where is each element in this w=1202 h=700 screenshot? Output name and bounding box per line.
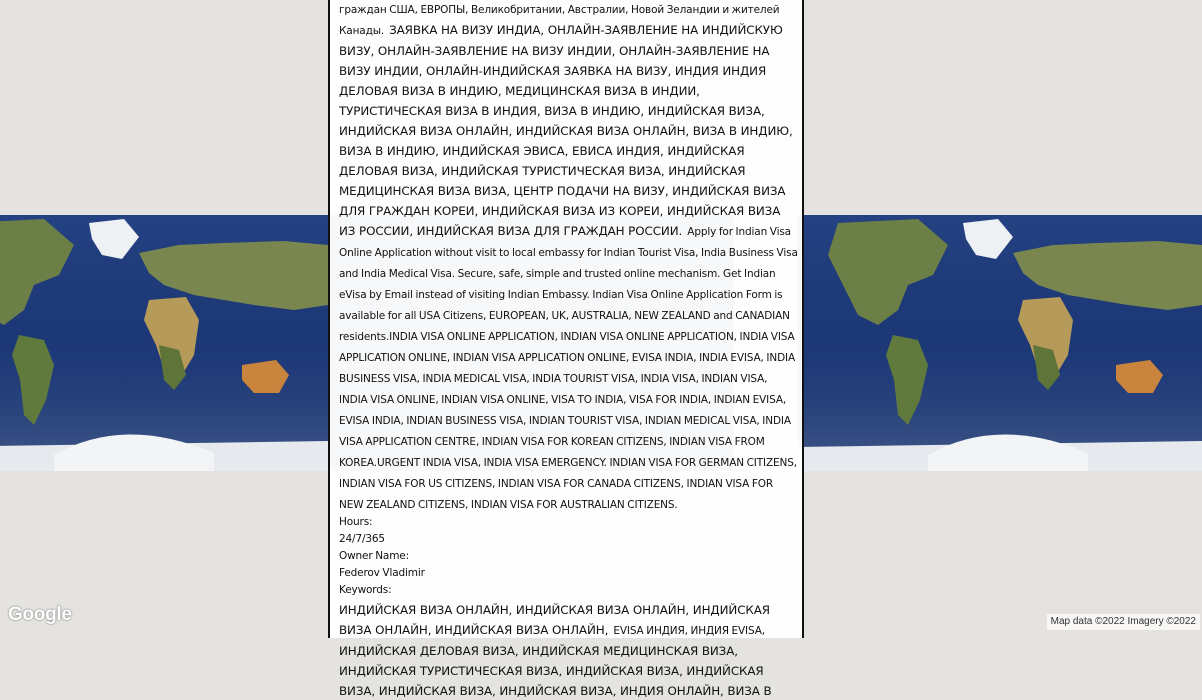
listing-info-panel — [328, 0, 804, 698]
keywords-evisa-part: EVISA ИНДИЯ, ИНДИЯ EVISA, — [613, 625, 765, 637]
world-map-tile-left — [0, 215, 328, 471]
google-logo: Google — [8, 604, 72, 625]
owner-name-label: Owner Name: — [339, 550, 409, 562]
business-description — [339, 0, 798, 514]
owner-name-value: Federov Vladimir — [339, 567, 425, 579]
keywords-ru-part-2: ИНДИЙСКАЯ ДЕЛОВАЯ ВИЗА, ИНДИЙСКАЯ МЕДИЦИНСКАЯ ВИЗА, ИНДИЙСКАЯ ТУРИСТИЧЕСКАЯ ВИЗА, ИНДИЙСКАЯ ВИЗА, ИНДИЙСКАЯ ВИЗА, ИНДИЙСКАЯ ВИЗА, ИНДИЙСКАЯ ВИЗА, ИНДИЯ ОНЛАЙН, ВИЗА В — [339, 644, 772, 698]
hours-label: Hours: — [339, 516, 373, 528]
description-en: Apply for Indian Visa Online Application without visit to local embassy for Indian Tourist Visa, India Business Visa and India Medical Visa. Secure, safe, simple and trusted online mechanism. Get Indian eVisa by Email instead of visiting Indian Embassy. Indian Visa Online Application Form is available for all USA Citizens, EUROPEAN, UK, AUSTRALIA, NEW ZEALAND and CANADIAN residents.INDIA VISA ONLINE APPLICATION, INDIAN VISA ONLINE APPLICATION, INDIA VISA APPLICATION ONLINE, INDIAN VISA APPLICATION ONLINE, EVISA INDIA, INDIA EVISA, INDIA BUSINESS VISA, INDIA MEDICAL VISA, INDIA TOURIST VISA, INDIA VISA, INDIAN VISA, INDIA VISA ONLINE, INDIAN VISA ONLINE, VISA TO INDIA, VISA FOR INDIA, INDIAN EVISA, EVISA INDIA, INDIAN BUSINESS VISA, INDIAN TOURIST VISA, INDIAN MEDICAL VISA, INDIA VISA APPLICATION CENTRE, INDIAN VISA FOR KOREAN CITIZENS, INDIAN VISA FROM KOREA.URGENT INDIA VISA, INDIA VISA EMERGENCY. INDIAN VISA FOR GERMAN CITIZENS, INDIAN VISA FOR US CITIZENS, INDIAN VISA FOR CANADA CITIZENS, INDIAN VISA FOR NEW ZEALAND CITIZENS, INDIAN VISA FOR AUSTRALIAN CITIZENS. — [339, 226, 798, 511]
map-attribution[interactable]: Map data ©2022 Imagery ©2022 — [1047, 614, 1200, 630]
keywords-label: Keywords: — [339, 584, 392, 596]
keywords-value — [339, 599, 798, 700]
keywords-ru-part-1: ИНДИЙСКАЯ ВИЗА ОНЛАЙН, ИНДИЙСКАЯ ВИЗА ОНЛАЙН, ИНДИЙСКАЯ ВИЗА ОНЛАЙН, ИНДИЙСКАЯ ВИЗА ОНЛАЙН, — [339, 603, 770, 637]
description-ru-keywords: ЗАЯВКА НА ВИЗУ ИНДИА, ОНЛАЙН-ЗАЯВЛЕНИЕ НА ИНДИЙСКУЮ ВИЗУ, ОНЛАЙН-ЗАЯВЛЕНИЕ НА ВИЗУ ИНДИИ, ОНЛАЙН-ЗАЯВЛЕНИЕ НА ВИЗУ ИНДИИ, ОНЛАЙН-ИНДИЙСКАЯ ЗАЯВКА НА ВИЗУ, ИНДИЯ ИНДИЯ ДЕЛОВАЯ ВИЗА В ИНДИЮ, МЕДИЦИНСКАЯ ВИЗА В ИНДИИ, ТУРИСТИЧЕСКАЯ ВИЗА В ИНДИЯ, ВИЗА В ИНДИЮ, ИНДИЙСКАЯ ВИЗА, ИНДИЙСКАЯ ВИЗА ОНЛАЙН, ИНДИЙСКАЯ ВИЗА ОНЛАЙН, ВИЗА В ИНДИЮ, ВИЗА В ИНДИЮ, ИНДИЙСКАЯ ЭВИСА, ЕВИСА ИНДИЯ, ИНДИЙСКАЯ ДЕЛОВАЯ ВИЗА, ИНДИЙСКАЯ ТУРИСТИЧЕСКАЯ ВИЗА, ИНДИЙСКАЯ МЕДИЦИНСКАЯ ВИЗА ВИЗА, ЦЕНТР ПОДАЧИ НА ВИЗУ, ИНДИЙСКАЯ ВИЗА ДЛЯ ГРАЖДАН КОРЕИ, ИНДИЙСКАЯ ВИЗА ИЗ КОРЕИ, ИНДИЙСКАЯ ВИЗА ИЗ РОССИИ, ИНДИЙСКАЯ ВИЗА ДЛЯ ГРАЖДАН РОССИИ. — [339, 23, 793, 238]
hours-value: 24/7/365 — [339, 533, 385, 545]
description-ru-lead: граждан США, ЕВРОПЫ, Великобритании, Австралии, Новой Зеландии и жителей Канады. — [339, 4, 780, 37]
world-map-tile-right — [798, 215, 1202, 471]
